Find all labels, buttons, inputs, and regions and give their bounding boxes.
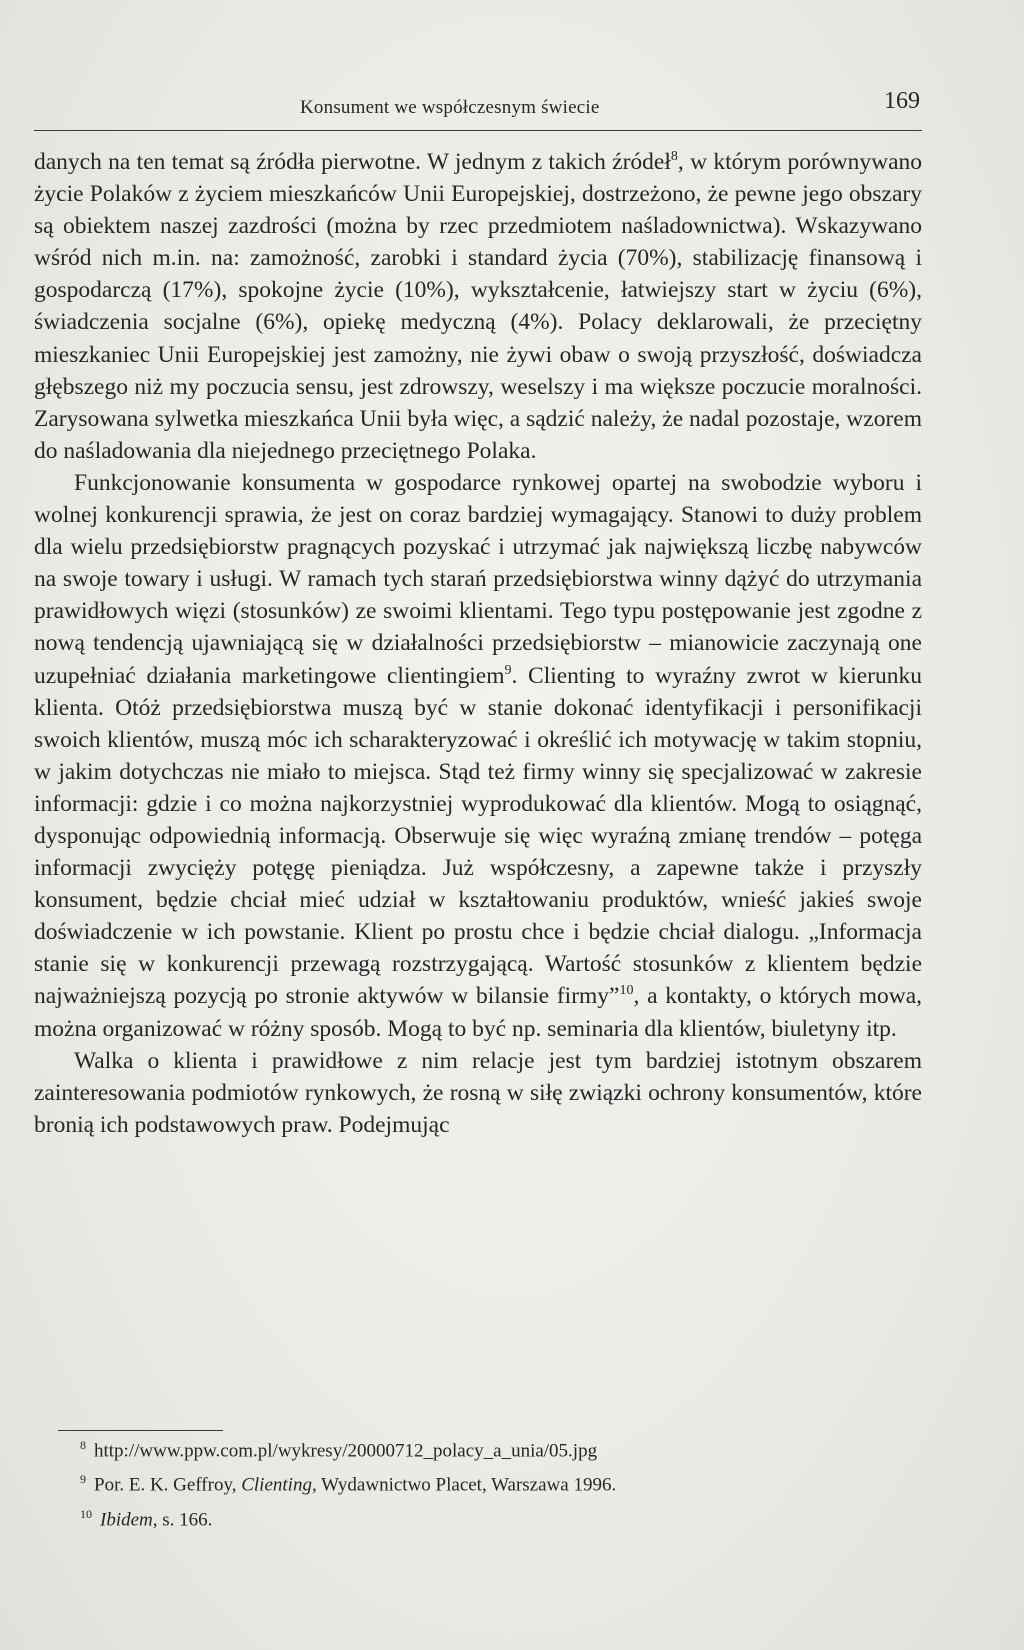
text-run: , Wydawnictwo Placet, Warszawa 1996. xyxy=(311,1474,617,1496)
footnote-mark: 10 xyxy=(80,1506,92,1521)
footnote-reference: 8 xyxy=(670,149,678,165)
italic-text: Clienting xyxy=(241,1474,312,1496)
footnote xyxy=(80,1465,920,1499)
running-title: Konsument we współczesnym świecie xyxy=(300,97,600,118)
footnote xyxy=(80,1500,920,1534)
footnote-reference: 10 xyxy=(619,983,634,999)
footnote-mark: 8 xyxy=(80,1438,86,1452)
text-run: http://www.ppw.com.pl/wykresy/20000712_polacy_a_unia/05.jpg xyxy=(94,1440,598,1462)
paragraph xyxy=(34,146,922,467)
text-run: , a kontakty, o których mowa, można organizować w różny sposób. Mogą to być np. seminaria dla klientów, biuletyny itp. xyxy=(34,983,923,1042)
text-run: Funkcjonowanie konsumenta w gospodarce rynkowej opartej na swobodzie wyboru i wolnej konkurencji sprawia, że jest on coraz bardziej wymagający. Stanowi to duży problem dla wielu przedsiębiorstw pragnących pozyskać i utrzymać jak największą liczbę nabywców na swoje towary i usługi. W ramach tych starań przedsiębiorstwa winny dążyć do utrzymania prawidłowych więzi (stosunków) ze swoimi klientami. Tego typu postępowanie jest zgodne z nową tendencją ujawniającą się w działalności przedsiębiorstw – mianowicie zaczynają one uzupełniać działania marketingowe clientingiem xyxy=(34,469,922,689)
paragraph xyxy=(34,1045,922,1141)
text-run: danych na ten temat są źródła pierwotne. W jednym z takich źródeł xyxy=(34,149,671,175)
page-number: 169 xyxy=(884,88,920,114)
text-run: Walka o klienta i prawidłowe z nim relacje jest tym bardziej istotnym obszarem zainteresowania podmiotów rynkowych, że rosną w siłę związki ochrony konsumentów, które bronią ich podstawowych praw. Podejmując xyxy=(34,1047,922,1138)
italic-text: Ibidem xyxy=(100,1508,153,1530)
text-run: . Clienting to wyraźny zwrot w kierunku klienta. Otóż przedsiębiorstwa muszą być w stanie dokonać identyfikacji i personifikacji swoich klientów, muszą móc ich scharakteryzować i określić ich motywację w takim stopniu, w jakim dotychczas nie miało to miejsca. Stąd też firmy winny się specjalizować w zakresie informacji: gdzie i co można najkorzystniej wyprodukować dla klientów. Mogą to osiągnąć, dysponując odpowiednią informacją. Obserwuje się więc wyraźną zmianę trendów – potęga informacji zwycięży potęgę pieniądza. Już współczesny, a zapewne także i przyszły konsument, będzie chciał mieć udział w kształtowaniu produktów, wnieść jakieś swoje doświadczenie w ich powstanie. Klient po prostu chce i będzie chciał dialogu. „Informacja stanie się w konkurencji przewagą rozstrzygającą. Wartość stosunków z klientem będzie najważniejszą pozycją po stronie aktywów w bilansie firmy” xyxy=(34,662,923,1010)
footnotes xyxy=(80,1431,920,1534)
footnote-reference: 9 xyxy=(504,662,512,678)
text-run: , w którym porównywano życie Polaków z życiem mieszkańców Unii Europejskiej, dostrzeżono, że pewne jego obszary są obiektem naszej zazdrości (można by rzec przedmiotem naśladownictwa). Wskazywano wśród nich m.in. na: zamożność, zarobki i standard życia (70%), stabilizację finansową i gospodarczą (17%), spokojne życie (10%), wykształcenie, łatwiejszy start w życiu (6%), świadczenia socjalne (6%), opiekę medyczną (4%). Polacy deklarowali, że przeciętny mieszkaniec Unii Europejskiej jest zamożny, nie żywi obaw o swoją przyszłość, doświadcza głębszego niż my poczucia sensu, jest zdrowszy, weselszy i ma większe poczucie moralności. Zarysowana sylwetka mieszkańca Unii była więc, a sądzić należy, że nadal pozostaje, wzorem do naśladowania dla niejednego przeciętnego Polaka. xyxy=(34,149,922,464)
footnote xyxy=(80,1431,920,1465)
text-run: , s. 166. xyxy=(152,1508,213,1530)
header-rule xyxy=(34,130,922,131)
paragraph xyxy=(34,467,922,1045)
footnote-mark: 9 xyxy=(80,1472,86,1487)
text-run: Por. E. K. Geffroy, xyxy=(94,1474,242,1496)
body-text xyxy=(34,146,922,1141)
